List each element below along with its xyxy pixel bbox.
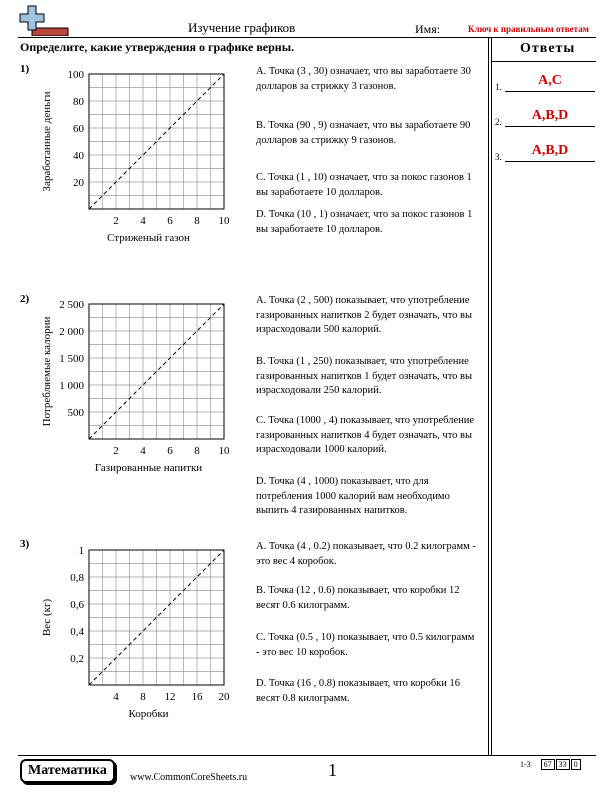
x-tick-label: 4 (113, 691, 119, 703)
x-tick-label: 8 (140, 691, 146, 703)
x-tick-label: 8 (194, 445, 200, 457)
statement-2d: D. Точка (4 , 1000) показывает, что для потребления 1000 калорий вам необходимо выпить 4 газированных напитков. (256, 476, 450, 516)
x-tick-label: 8 (194, 215, 200, 227)
y-tick-label: 40 (73, 150, 84, 162)
y-tick-label: 80 (73, 96, 84, 108)
problem-number-3: 3) (20, 538, 30, 550)
x-tick-label: 6 (167, 215, 173, 227)
chart-1 (36, 64, 236, 254)
answer-num-3: 3. (495, 152, 502, 162)
statement-3c: C. Точка (0.5 , 10) показывает, что 0.5 килограмм - это вес 10 коробок. (256, 632, 475, 658)
statement-3b: B. Точка (12 , 0.6) показывает, что коробки 12 весят 0.6 килограмм. (256, 585, 460, 611)
y-tick-label: 0,8 (70, 572, 84, 584)
statement-1c: C. Точка (1 , 10) означает, что за покос газонов 1 вы заработаете 10 долларов. (256, 172, 472, 198)
y-tick-label: 2 500 (59, 299, 84, 311)
subject-badge: Математика (20, 759, 115, 783)
statement-2c: C. Точка (1000 , 4) показывает, что употребление газированных напитков 4 будет означать, что вы израсходовали 1000 калорий. (256, 415, 475, 455)
header-rule (18, 37, 596, 38)
answer-num-1: 1. (495, 82, 502, 92)
x-axis-label: Газированные напитки (94, 462, 203, 474)
name-label: Имя: (415, 22, 441, 36)
x-axis-label: Стриженый газон (107, 232, 190, 244)
y-tick-label: 20 (73, 177, 84, 189)
footer-rule (18, 755, 596, 756)
score-3: 0 (571, 759, 581, 770)
statement-2a: A. Точка (2 , 500) показывает, что употребление газированных напитков 2 будет означать, что вы израсходовали 500 калорий. (256, 295, 473, 335)
answer-column-divider-2 (491, 37, 492, 755)
chart-3 (36, 540, 236, 720)
y-tick-label: 0,2 (70, 653, 84, 665)
y-axis-label: Заработанные деньги (41, 91, 53, 192)
x-tick-label: 12 (164, 691, 176, 703)
y-axis-label: Потребляемые калории (41, 316, 53, 427)
y-tick-label: 2 000 (59, 326, 84, 338)
chart-2 (36, 294, 236, 474)
x-tick-label: 16 (191, 691, 203, 703)
y-tick-label: 500 (67, 407, 84, 419)
answer-line-3 (505, 161, 595, 162)
y-tick-label: 0,6 (70, 599, 84, 611)
answer-num-2: 2. (495, 117, 502, 127)
logo (18, 4, 70, 36)
y-tick-label: 60 (73, 123, 84, 135)
statement-2b: B. Точка (1 , 250) показывает, что употребление газированных напитков 1 будет означать, что вы израсходовали 250 калорий. (256, 356, 473, 396)
instructions: Определите, какие утверждения о графике верны. (20, 40, 295, 54)
worksheet-title: Изучение графиков (188, 20, 296, 35)
score-range: 1-3 (520, 760, 531, 769)
y-tick-label: 100 (67, 69, 84, 81)
site-url: www.CommonCoreSheets.ru (130, 772, 248, 783)
answer-line-1 (505, 91, 595, 92)
answer-value-1: A,C (538, 73, 562, 88)
x-tick-label: 6 (167, 445, 173, 457)
answer-value-3: A,B,D (531, 143, 569, 158)
answer-line-2 (505, 126, 595, 127)
x-tick-label: 4 (140, 215, 146, 227)
page-number: 1 (328, 760, 337, 780)
x-tick-label: 4 (140, 445, 146, 457)
y-tick-label: 1 000 (59, 380, 84, 392)
x-tick-label: 10 (218, 445, 230, 457)
statement-3a: A. Точка (4 , 0.2) показывает, что 0.2 килограмм - это вес 4 коробок. (256, 541, 476, 567)
y-tick-label: 1 (78, 545, 84, 557)
score-2: 33 (556, 759, 570, 770)
x-tick-label: 2 (113, 215, 119, 227)
score-table (520, 759, 581, 770)
statement-3d: D. Точка (16 , 0.8) показывает, что коробки 16 весят 0.8 килограмм. (256, 678, 461, 704)
y-axis-label: Вес (кг) (41, 598, 53, 637)
problem-number-1: 1) (20, 63, 30, 75)
x-tick-label: 20 (218, 691, 230, 703)
answer-key-label: Ключ к правильным ответам (468, 24, 589, 34)
logo-icon (18, 4, 70, 36)
problem-number-2: 2) (20, 293, 30, 305)
answer-value-2: A,B,D (531, 108, 569, 123)
answers-title: Ответы (520, 41, 576, 56)
statement-1b: B. Точка (90 , 9) означает, что вы заработаете 90 долларов за стрижку 9 газонов. (256, 120, 471, 146)
y-tick-label: 1 500 (59, 353, 84, 365)
x-axis-label: Коробки (128, 708, 169, 720)
answers-title-rule (492, 61, 596, 62)
x-tick-label: 10 (218, 215, 230, 227)
statement-1a: A. Точка (3 , 30) означает, что вы заработаете 30 долларов за стрижку 3 газонов. (256, 66, 471, 92)
statement-1d: D. Точка (10 , 1) означает, что за покос газонов 1 вы заработаете 10 долларов. (256, 209, 473, 235)
score-1: 67 (541, 759, 555, 770)
y-tick-label: 0,4 (70, 626, 84, 638)
answer-column-divider (488, 37, 489, 755)
x-tick-label: 2 (113, 445, 119, 457)
